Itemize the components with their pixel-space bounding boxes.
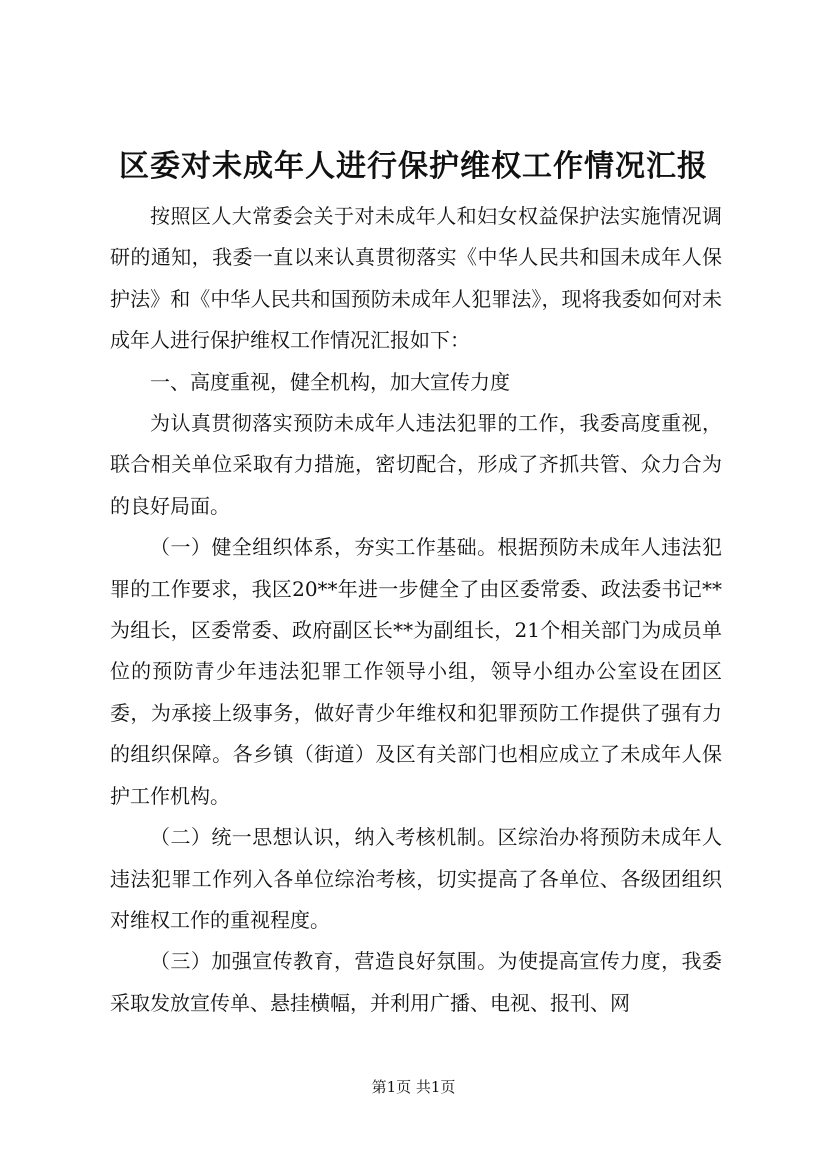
page-footer: 第1页 共1页	[371, 1078, 456, 1096]
paragraph-section-1: 为认真贯彻落实预防未成年人违法犯罪的工作，我委高度重视，联合相关单位采取有力措施，密切配合，形成了齐抓共管、众力合为的良好局面。	[110, 411, 722, 518]
paragraph-item-3: （三）加强宣传教育，营造良好氛围。为使提高宣传力度，我委采取发放宣传单、悬挂横幅，并利用广播、电视、报刊、网	[110, 949, 722, 1015]
section-heading-1: 一、高度重视，健全机构，加大宣传力度	[150, 369, 510, 394]
paragraph-item-2: （二）统一思想认识，纳入考核机制。区综治办将预防未成年人违法犯罪工作列入各单位综治考核，切实提高了各单位、各级团组织对维权工作的重视程度。	[110, 825, 722, 932]
paragraph-item-1: （一）健全组织体系，夯实工作基础。根据预防未成年人违法犯罪的工作要求，我区20**年进一步健全了由区委常委、政法委书记**为组长，区委常委、政府副区长**为副组长，21个相关部门为成员单位的预防青少年违法犯罪工作领导小组，领导小组办公室设在团区委，为承接上级事务，做好青少年维权和犯罪预防工作提供了强有力的组织保障。各乡镇（街道）及区有关部门也相应成立了未成年人保护工作机构。	[110, 535, 722, 808]
document-title: 区委对未成年人进行保护维权工作情况汇报	[119, 149, 708, 184]
paragraph-intro: 按照区人大常委会关于对未成年人和妇女权益保护法实施情况调研的通知，我委一直以来认真贯彻落实《中华人民共和国未成年人保护法》和《中华人民共和国预防未成年人犯罪法》，现将我委如何对未成年人进行保护维权工作情况汇报如下：	[110, 204, 722, 353]
document-body	[110, 196, 722, 1024]
